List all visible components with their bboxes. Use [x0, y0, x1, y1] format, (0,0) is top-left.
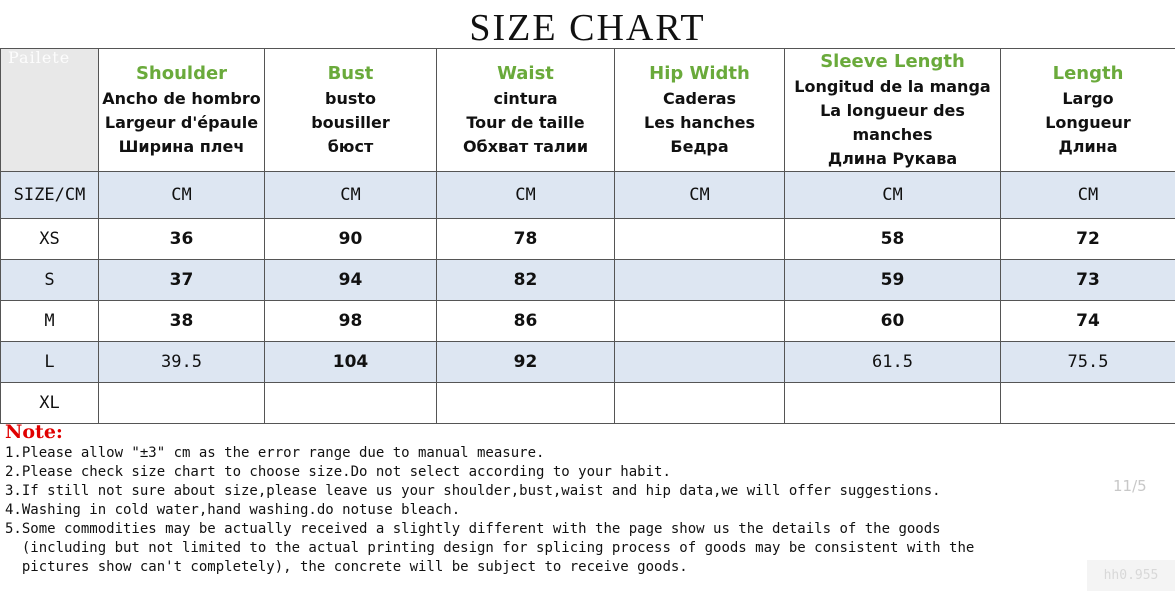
col-header-bust — [265, 49, 437, 172]
unit-cell: CM — [785, 172, 1001, 219]
size-row-s — [1, 260, 1175, 301]
col-ru-label: Бедра — [670, 137, 729, 156]
col-fr-label: Largeur d'épaule — [104, 113, 259, 132]
col-en-label: Length — [1052, 63, 1124, 84]
note-line: 1.Please allow "±3" cm as the error range due to manual measure. — [5, 445, 545, 461]
unit-cell: CM — [437, 172, 615, 219]
value-cell: 72 — [1001, 219, 1175, 260]
value-cell: 92 — [437, 342, 615, 383]
corner-code: hh0.955 — [1087, 560, 1175, 591]
note-line: 3.If still not sure about size,please leave us your shoulder,bust,waist and hip data,we will offer suggestions. — [5, 483, 941, 499]
value-cell — [99, 383, 265, 424]
col-en-label: Sleeve Length — [820, 51, 965, 72]
size-label: M — [1, 301, 99, 342]
value-cell: 82 — [437, 260, 615, 301]
value-cell: 39.5 — [99, 342, 265, 383]
col-es-label: busto — [324, 89, 376, 108]
size-label: XL — [1, 383, 99, 424]
note-line: pictures show can't completely), the concrete will be subject to receive goods. — [5, 559, 688, 575]
unit-cell: CM — [615, 172, 785, 219]
value-cell: 104 — [265, 342, 437, 383]
note-line: 4.Washing in cold water,hand washing.do notuse bleach. — [5, 502, 461, 518]
value-cell: 78 — [437, 219, 615, 260]
unit-cell: CM — [99, 172, 265, 219]
size-row-xs — [1, 219, 1175, 260]
col-header-waist — [437, 49, 615, 172]
brand-watermark: Pailete — [8, 48, 71, 67]
value-cell: 86 — [437, 301, 615, 342]
value-cell — [437, 383, 615, 424]
col-es-label: Longitud de la manga — [794, 77, 991, 96]
col-header-sleeve — [785, 49, 1001, 172]
col-en-label: Shoulder — [135, 63, 228, 84]
col-ru-label: Ширина плеч — [118, 137, 245, 156]
size-chart-table — [0, 48, 1175, 424]
note-line: 2.Please check size chart to choose size.Do not select according to your habit. — [5, 464, 671, 480]
unit-cell: CM — [265, 172, 437, 219]
unit-cell: CM — [1001, 172, 1175, 219]
value-cell: 98 — [265, 301, 437, 342]
notes-section — [5, 420, 1165, 577]
value-cell: 38 — [99, 301, 265, 342]
size-row-m — [1, 301, 1175, 342]
value-cell: 36 — [99, 219, 265, 260]
size-row-l — [1, 342, 1175, 383]
note-line: 5.Some commodities may be actually received a slightly different with the page show us the details of the goods — [5, 521, 941, 537]
col-ru-label: Длина Рукава — [827, 149, 958, 168]
size-label: XS — [1, 219, 99, 260]
value-cell — [1001, 383, 1175, 424]
value-cell — [265, 383, 437, 424]
col-header-hip — [615, 49, 785, 172]
size-row-xl — [1, 383, 1175, 424]
value-cell: 59 — [785, 260, 1001, 301]
col-es-label: cintura — [493, 89, 558, 108]
value-cell: 74 — [1001, 301, 1175, 342]
col-fr-label: Longueur — [1045, 113, 1131, 132]
value-cell — [785, 383, 1001, 424]
value-cell: 94 — [265, 260, 437, 301]
note-line: (including but not limited to the actual printing design for splicing process of goods may be consistent with the — [5, 540, 975, 556]
value-cell: 90 — [265, 219, 437, 260]
col-ru-label: бюст — [327, 137, 374, 156]
col-en-label: Bust — [327, 63, 374, 84]
value-cell: 73 — [1001, 260, 1175, 301]
col-fr-label: bousiller — [311, 113, 390, 132]
notes-heading: Note: — [5, 421, 63, 443]
header-row — [1, 49, 1175, 172]
value-cell — [615, 383, 785, 424]
col-header-shoulder — [99, 49, 265, 172]
page-title: SIZE CHART — [469, 7, 706, 49]
size-label: S — [1, 260, 99, 301]
value-cell — [615, 342, 785, 383]
value-cell: 75.5 — [1001, 342, 1175, 383]
col-fr-label: La longueur des manches — [820, 101, 965, 144]
value-cell: 60 — [785, 301, 1001, 342]
value-cell — [615, 219, 785, 260]
col-fr-label: Tour de taille — [466, 113, 585, 132]
size-label: L — [1, 342, 99, 383]
col-es-label: Ancho de hombro — [102, 89, 261, 108]
col-ru-label: Обхват талии — [462, 137, 589, 156]
value-cell — [615, 301, 785, 342]
col-fr-label: Les hanches — [644, 113, 755, 132]
size-cm-label: SIZE/CM — [1, 172, 99, 219]
col-header-length — [1001, 49, 1175, 172]
col-es-label: Largo — [1062, 89, 1114, 108]
col-en-label: Hip Width — [649, 63, 750, 84]
unit-row — [1, 172, 1175, 219]
col-ru-label: Длина — [1058, 137, 1118, 156]
value-cell: 61.5 — [785, 342, 1001, 383]
col-en-label: Waist — [497, 63, 554, 84]
col-es-label: Caderas — [662, 89, 737, 108]
page-indicator: 11/5 — [1113, 477, 1147, 495]
value-cell — [615, 260, 785, 301]
value-cell: 37 — [99, 260, 265, 301]
value-cell: 58 — [785, 219, 1001, 260]
